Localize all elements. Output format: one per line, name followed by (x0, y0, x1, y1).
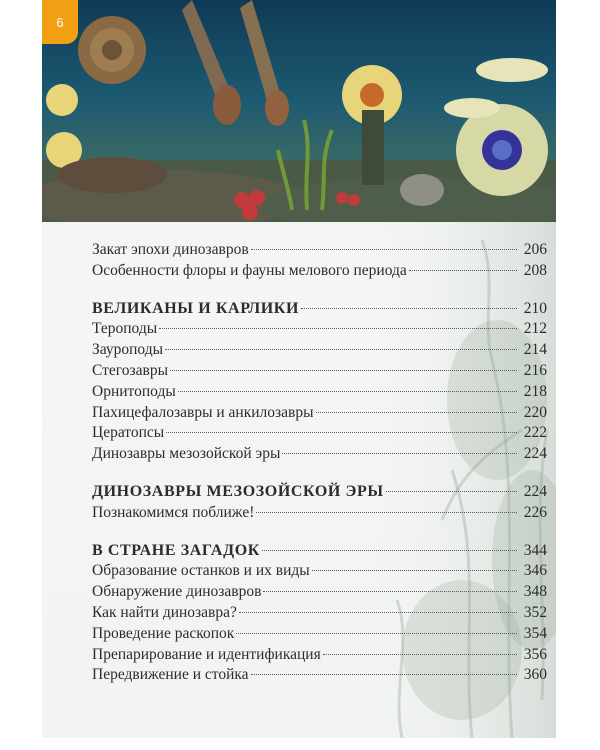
toc-section-heading[interactable] (92, 299, 547, 320)
dot-leader (262, 550, 517, 551)
header-illustration (42, 0, 556, 222)
toc-entry-title: Цератопсы (92, 424, 165, 442)
toc-entry-title: Образование останков и их виды (92, 562, 310, 580)
dot-leader (386, 491, 517, 492)
toc-entry-page: 348 (523, 583, 547, 601)
dot-leader (170, 370, 517, 371)
dot-leader (323, 654, 517, 655)
toc-entry-page: 226 (523, 503, 547, 521)
dot-leader (263, 591, 517, 592)
toc-entry[interactable] (92, 423, 547, 444)
dot-leader (409, 270, 517, 271)
toc-entry[interactable] (92, 645, 547, 666)
toc-entry-title: Орнитоподы (92, 382, 176, 400)
toc-entry-page: 208 (523, 261, 547, 279)
toc-entry-title: Закат эпохи динозавров (92, 241, 249, 258)
toc-entry[interactable] (92, 382, 547, 403)
dot-leader (236, 633, 517, 634)
toc-entry-page: 220 (523, 403, 547, 421)
toc-entry-page: 354 (523, 624, 547, 642)
toc-heading-page: 210 (523, 299, 547, 317)
dot-leader (251, 674, 517, 675)
toc-section-heading[interactable] (92, 482, 547, 503)
dot-leader (166, 432, 517, 433)
toc-entry-page: 360 (523, 666, 547, 684)
toc-section-heading[interactable] (92, 541, 547, 562)
dot-leader (301, 308, 517, 309)
toc-entry-page: 356 (523, 645, 547, 663)
dot-leader (256, 512, 517, 513)
toc-heading-title: В СТРАНЕ ЗАГАДОК (92, 541, 260, 559)
toc-entry-title: Как найти динозавра? (92, 603, 237, 621)
dot-leader (159, 328, 517, 329)
toc-entry-title: Пахицефалозавры и анкилозавры (92, 403, 314, 421)
toc-entry-page: 224 (523, 445, 547, 463)
toc-entry-page: 206 (523, 241, 547, 258)
page-number: 6 (56, 14, 64, 30)
dot-leader (316, 412, 517, 413)
toc-heading-page: 224 (523, 482, 547, 500)
toc-entry[interactable] (92, 582, 547, 603)
dot-leader (282, 453, 517, 454)
toc-entry-page: 212 (523, 320, 547, 338)
toc-entry-page: 218 (523, 382, 547, 400)
toc-entry[interactable] (92, 603, 547, 624)
underwater-scene-image (42, 0, 556, 222)
toc-entry-title: Обнаружение динозавров (92, 583, 262, 601)
toc-entry[interactable] (92, 319, 547, 340)
toc-heading-title: ВЕЛИКАНЫ И КАРЛИКИ (92, 299, 300, 317)
toc-entry-page: 222 (523, 424, 547, 442)
toc-entry[interactable] (92, 665, 547, 686)
dot-leader (178, 391, 517, 392)
toc-entry-title: Препарирование и идентификация (92, 645, 321, 663)
table-of-contents (92, 240, 547, 686)
toc-entry-page: 346 (523, 562, 547, 580)
toc-entry-title: Динозавры мезозойской эры (92, 445, 281, 463)
page-number-badge (42, 0, 78, 44)
toc-entry[interactable] (92, 340, 547, 361)
toc-entry-title: Познакомимся поближе! (92, 503, 255, 521)
toc-entry-title: Тероподы (92, 320, 158, 338)
toc-heading-page: 344 (523, 541, 547, 559)
toc-entry-page: 214 (523, 341, 547, 359)
toc-entry[interactable] (92, 624, 547, 645)
toc-entry[interactable] (92, 503, 547, 524)
toc-entry[interactable] (92, 240, 547, 261)
dot-leader (251, 249, 517, 250)
toc-entry[interactable] (92, 561, 547, 582)
toc-entry-title: Проведение раскопок (92, 624, 235, 642)
toc-entry-title: Зауроподы (92, 341, 164, 359)
dot-leader (312, 570, 517, 571)
toc-entry[interactable] (92, 261, 547, 282)
dot-leader (239, 612, 517, 613)
toc-entry-page: 216 (523, 361, 547, 379)
toc-entry-title: Передвижение и стойка (92, 666, 249, 684)
toc-entry-page: 352 (523, 603, 547, 621)
toc-entry[interactable] (92, 444, 547, 465)
toc-entry-title: Стегозавры (92, 361, 168, 379)
dot-leader (165, 349, 517, 350)
toc-entry-title: Особенности флоры и фауны мелового периода (92, 261, 407, 279)
toc-entry[interactable] (92, 361, 547, 382)
toc-entry[interactable] (92, 403, 547, 424)
toc-heading-title: ДИНОЗАВРЫ МЕЗОЗОЙСКОЙ ЭРЫ (92, 482, 384, 500)
